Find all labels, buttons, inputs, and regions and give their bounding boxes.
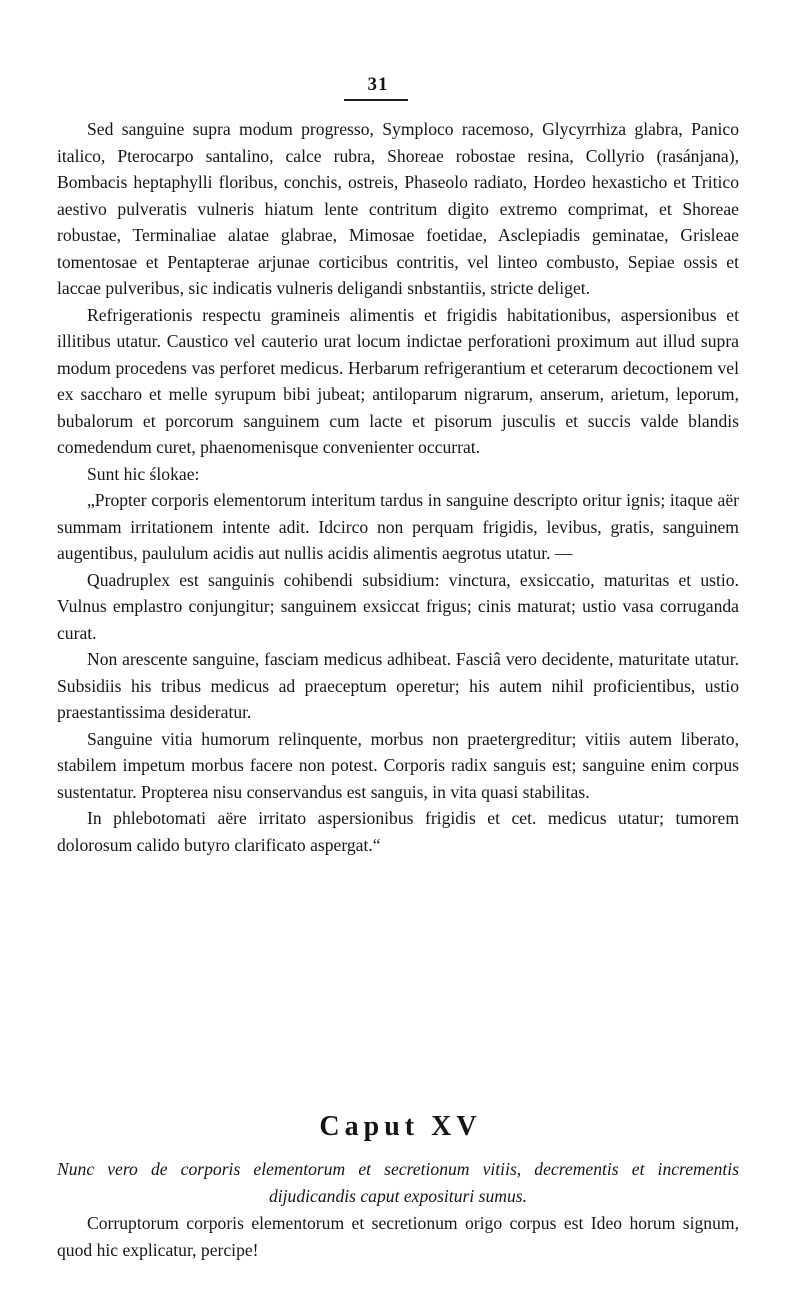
paragraph-6: Non arescente sanguine, fasciam medicus adhibeat. Fasciâ vero decidente, maturitate utatur. Subsidiis his tribus medicus ad praeceptum operetur; his autem nihil proficientibus, ustio praestantissima desideratur. [57,649,739,722]
paragraph-7: Sanguine vitia humorum relinquente, morbus non praetergreditur; vitiis autem liberato, stabilem impetum morbus facere non potest. Corporis radix sanguis est; sanguine enim corpus sustentatur. Propterea nisu conservandus est sanguis, in vita quasi stabilitas. [57,728,739,802]
paragraph-5: Quadruplex est sanguinis cohibendi subsidium: vinctura, exsiccatio, maturitas et ustio. Vulnus emplastro conjungitur; sanguinem exsiccat frigus; cinis maturat; ustio vasa corruganda curat. [57,569,739,643]
chapter-heading: Caput XV [319,1111,482,1142]
paragraph-slokae-intro: Sunt hic ślokae: [87,463,200,484]
paragraph-2: Refrigerationis respectu gramineis alimentis et frigidis habitationibus, aspersionibus et illitibus utatur. Caustico vel cauterio urat locum indictae perforationi proximum aut illud supra modum procedens vas perforet medicus. Herbarum refrigerantium et ceterarum decoctionem vel ex saccharo et melle syrupum bibi jubeat; antiloparum nigrarum, anserum, arietum, leporum, bubalorum et porcorum sanguinem cum lacte et pisorum jusculis et succis valde blandis comedendum curet, phaenomenisque convenienter occurrat. [57,304,739,457]
paragraph-8: In phlebotomati aëre irritato aspersionibus frigidis et cet. medicus utatur; tumorem dolorosum calido butyro clarificato aspergat.“ [57,808,739,855]
paragraph-4: „Propter corporis elementorum interitum tardus in sanguine descripto oritur ignis; itaque aër summam irritationem intente adit. Idcirco non perquam frigidis, levibus, gratis, sanguinem augentibus, paululum acidis aut nullis acidis alimentis aegrotus utatur. — [57,490,739,563]
header-rule [344,99,408,101]
paragraph-1: Sed sanguine supra modum progresso, Symploco racemoso, Glycyrrhiza glabra, Panico italico, Pterocarpo santalino, calce rubra, Shoreae robostae resina, Collyrio (rasánjana), Bombacis heptaphylli floribus, conchis, ostreis, Phaseolo radiato, Hordeo hexasticho et Tritico aestivo pulveratis vulneris hiatum lente contritum digito extremo comprimat, et Shoreae robustae, Terminaliae alatae glabrae, Mimosae foetidae, Asclepiadis geminatae, Grisleae tomentosae et Pentapterae arjunae corticibus contritis, vel linteo combusto, Sepiae ossis et laccae pulveribus, sic indicatis vulneris deligandi snbstantiis, stricte deliget. [57,119,739,298]
chapter-opening-paragraph: Corruptorum corporis elementorum et secretionum origo corpus est Ideo horum signum, quod hic explicatur, percipe! [57,1213,739,1260]
chapter-opening-text [57,1210,739,1263]
chapter-subtitle: Nunc vero de corporis elementorum et secretionum vitiis, decrementis et incrementis dijudicandis caput exposituri sumus. [57,1159,739,1206]
main-text [57,116,739,858]
page-number: 31 [367,74,389,95]
